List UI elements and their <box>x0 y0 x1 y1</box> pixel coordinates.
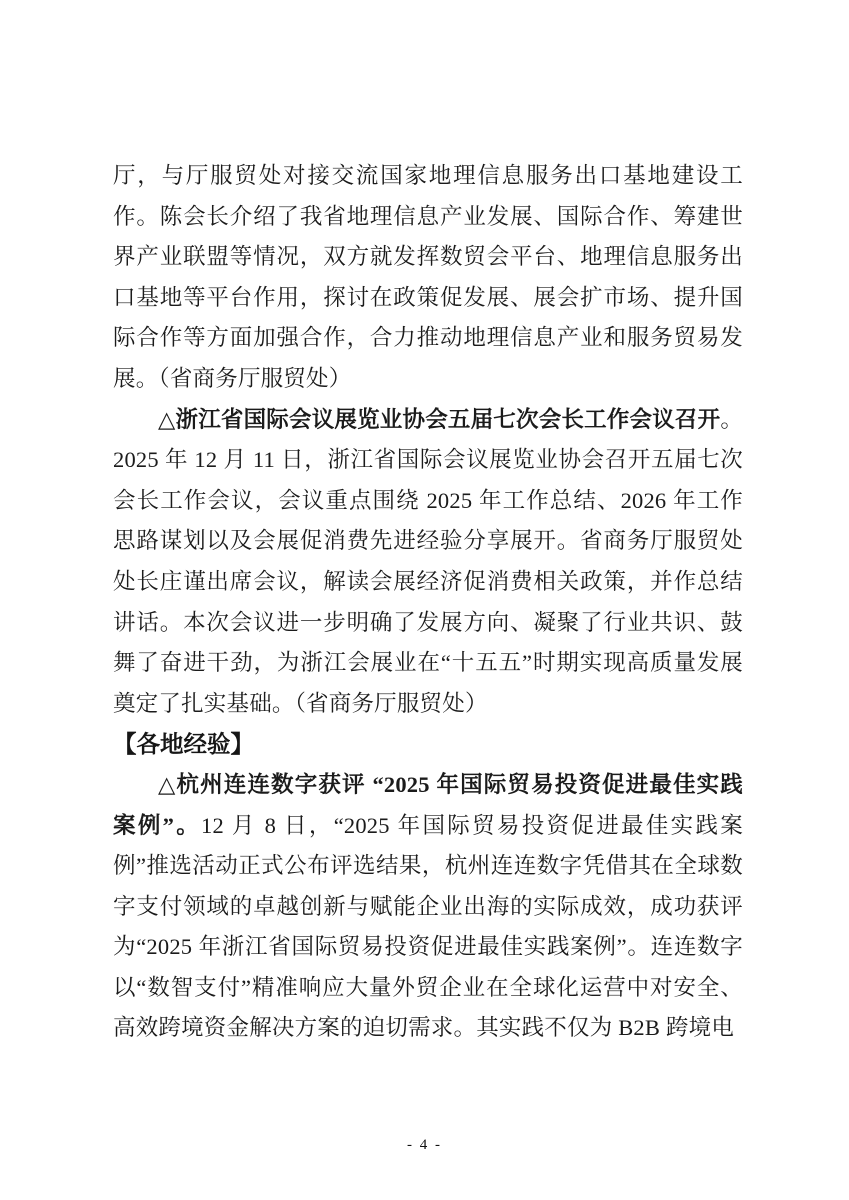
paragraph-item1 <box>113 400 743 725</box>
item1-body: 。2025 年 12 月 11 日，浙江省国际会议展览业协会召开五届七次会长工作会议，会议重点围绕 2025 年工作总结、2026 年工作思路谋划以及会展促消费先进经验分享展开。省商务厅服贸处处长庄谨出席会议，解读会展经济促消费相关政策，并作总结讲话。本次会议进一步明确了发展方向、凝聚了行业共识、鼓舞了奋进干劲，为浙江会展业在“十五五”时期实现高质量发展奠定了扎实基础。（省商务厅服贸处） <box>113 406 744 716</box>
paragraph-continuation: 厅，与厅服贸处对接交流国家地理信息服务出口基地建设工作。陈会长介绍了我省地理信息产业发展、国际合作、筹建世界产业联盟等情况，双方就发挥数贸会平台、地理信息服务出口基地等平台作用，探讨在政策促发展、展会扩市场、提升国际合作等方面加强合作，合力推动地理信息产业和服务贸易发展。（省商务厅服贸处） <box>113 163 743 391</box>
section-header-local-experience: 【各地经验】 <box>113 731 254 758</box>
item2-body: 12 月 8 日，“2025 年国际贸易投资促进最佳实践案例”推选活动正式公布评选结果，杭州连连数字凭借其在全球数字支付领域的卓越创新与赋能企业出海的实际成效，成功获评为“2025 年浙江省国际贸易投资促进最佳实践案例”。连连数字以“数智支付”精准响应大量外贸企业在全球化运营中对安全、高效跨境资金解决方案的迫切需求。其实践不仅为 B2B 跨境电 <box>113 812 743 1041</box>
document-content <box>113 156 743 1049</box>
item2-heading: △杭州连连数字获评 “2025 年国际贸易投资促进最佳实践案例”。 <box>113 771 743 838</box>
page-footer <box>0 1136 849 1154</box>
item1-heading: △浙江省国际会议展览业协会五届七次会长工作会议召开 <box>158 406 721 432</box>
paragraph-item2 <box>113 765 743 1049</box>
page-number: - 4 - <box>407 1137 442 1153</box>
